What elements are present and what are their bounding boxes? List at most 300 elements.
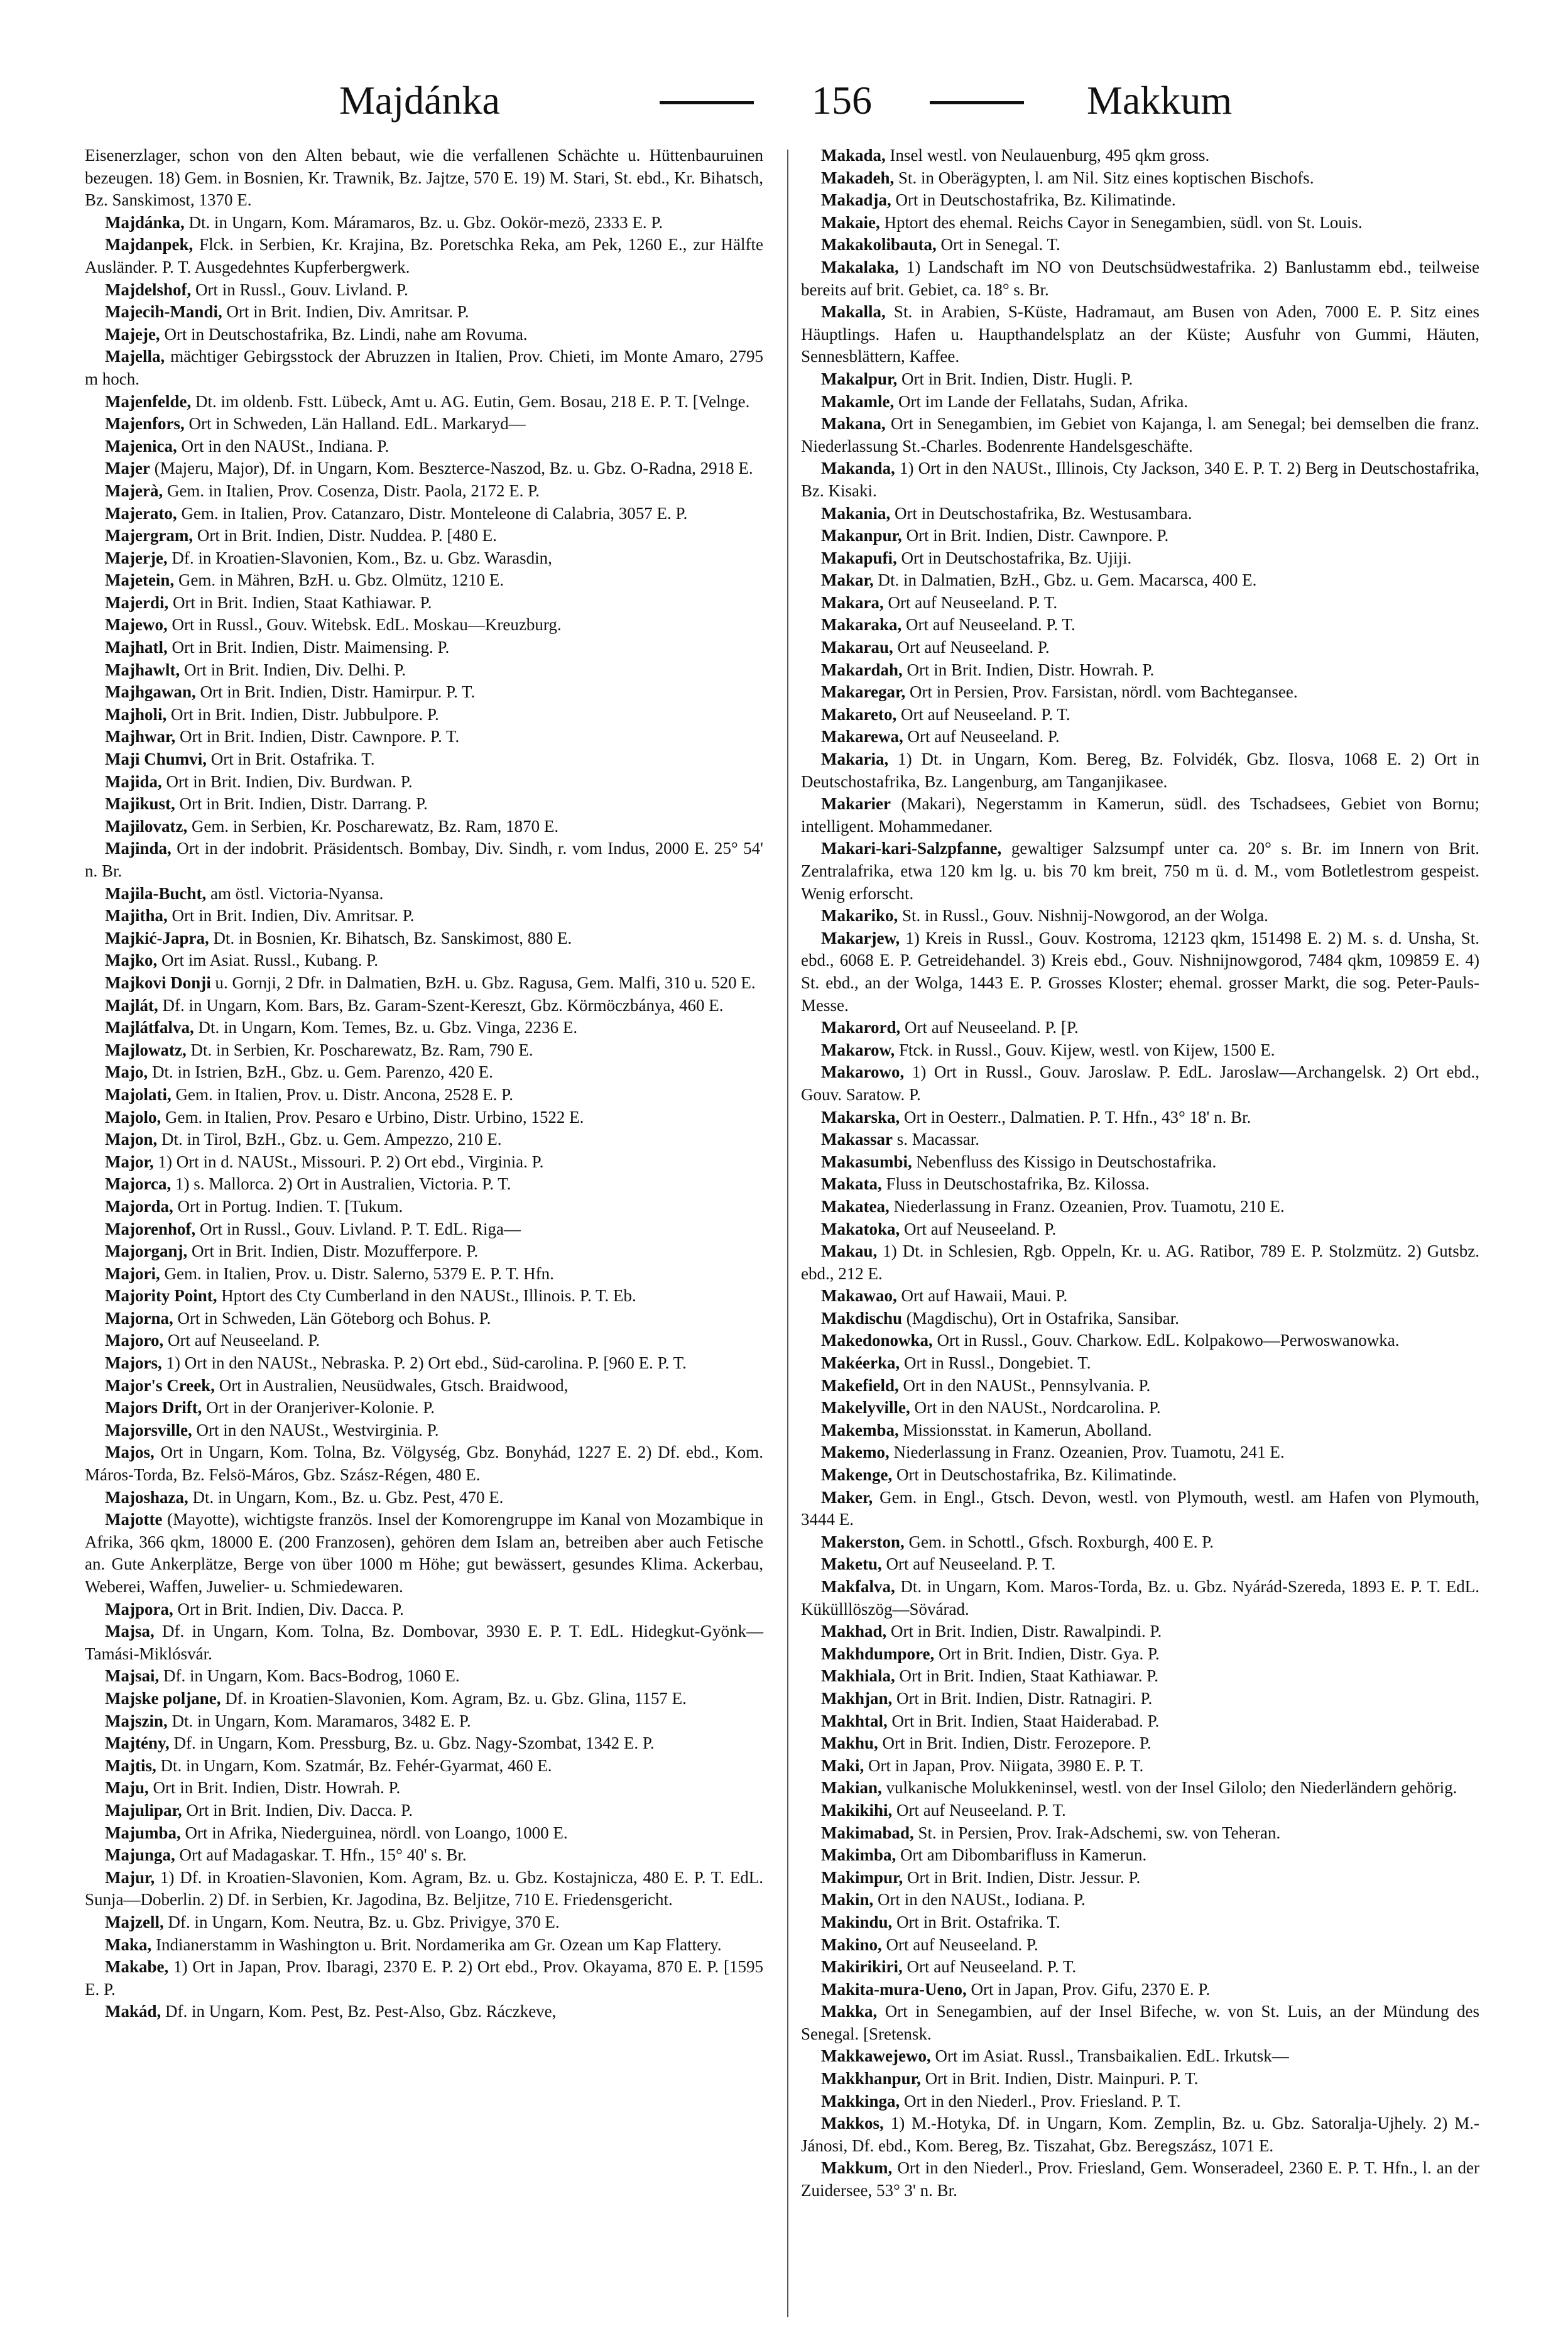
right-column	[801, 145, 1479, 2202]
dictionary-entry	[801, 1889, 1479, 1911]
entry-headword: Major,	[105, 1152, 154, 1171]
entry-text: (Makari), Negerstamm in Kamerun, südl. des Tschadsees, Gebiet von Bornu; intelligent. Mohammedaner.	[801, 794, 1479, 836]
entry-headword: Majske poljane,	[105, 1688, 221, 1708]
entry-headword: Makarska,	[821, 1107, 900, 1127]
dictionary-entry	[801, 838, 1479, 905]
dictionary-entry	[801, 2001, 1479, 2045]
entry-text: 1) Dt. in Schlesien, Rgb. Oppeln, Kr. u. AG. Ratibor, 789 E. P. Stolzmütz. 2) Gutsbz. ebd., 212 E.	[801, 1242, 1479, 1283]
entry-headword: Majko,	[105, 951, 158, 970]
entry-headword: Makanpur,	[821, 526, 902, 545]
entry-headword: Majitha,	[105, 906, 168, 926]
dictionary-entry	[801, 905, 1479, 927]
dictionary-entry	[801, 1844, 1479, 1867]
entry-text: am östl. Victoria-Nyansa.	[210, 883, 384, 903]
entry-headword: Majoro,	[105, 1331, 164, 1350]
entry-headword: Majur,	[105, 1867, 155, 1887]
dictionary-entry	[85, 503, 763, 525]
dictionary-entry	[801, 1576, 1479, 1620]
entry-text: 1) Ort in den NAUSt., Nebraska. P. 2) Ort ebd., Süd-carolina. P. [960 E. P. T.	[166, 1353, 687, 1373]
entry-text: Ort in Japan, Prov. Gifu, 2370 E. P.	[971, 1979, 1211, 1999]
entry-text: Ort in Senegal. T.	[940, 235, 1060, 254]
entry-text: Ort in Brit. Indien, Staat Kathiawar. P.	[899, 1666, 1158, 1686]
entry-headword: Makara,	[821, 593, 884, 612]
entry-text: Ort auf Neuseeland. P.	[904, 1219, 1057, 1238]
dictionary-entry	[801, 1017, 1479, 1039]
header-dash-left	[660, 101, 754, 104]
dictionary-entry	[801, 1487, 1479, 1531]
entry-headword: Majecih-Mandi,	[105, 302, 222, 322]
entry-headword: Makaregar,	[821, 682, 906, 702]
entry-text: 1) Ort in d. NAUSt., Missouri. P. 2) Ort ebd., Virginia. P.	[158, 1152, 544, 1171]
entry-headword: Makkinga,	[821, 2091, 900, 2111]
entry-text: Ort in Brit. Indien, Div. Dacca. P.	[186, 1800, 413, 1820]
entry-text: gewaltiger Salzsumpf unter ca. 20° s. Br. im Innern von Brit. Zentralafrika, etwa 120 km lg. u. bis 70 km breit, 750 m ü. d. M., vom Botletlestrom gespeist. Wenig erforscht.	[801, 839, 1480, 903]
entry-text: 1) Df. in Kroatien-Slavonien, Kom. Agram, Bz. u. Gbz. Kostajnicza, 480 E. P. T. EdL. Sunja—Doberlin. 2) Df. in Serbien, Kr. Jagodina, Bz. Beljitze, 710 E. Friedensgericht.	[85, 1867, 763, 1909]
dictionary-entry	[85, 1665, 763, 1688]
dictionary-entry	[85, 569, 763, 592]
entry-headword: Makád,	[105, 2002, 161, 2021]
page-header	[94, 66, 1476, 135]
entry-text: Ort in den Niederl., Prov. Friesland. P. T.	[904, 2091, 1181, 2111]
entry-text: Ort auf Hawaii, Maui. P.	[901, 1286, 1068, 1306]
entry-text: Df. in Ungarn, Kom. Pressburg, Bz. u. Gbz. Nagy-Szombat, 1342 E. P.	[173, 1734, 655, 1753]
entry-text: Insel westl. von Neulauenburg, 495 qkm gross.	[890, 146, 1210, 165]
entry-headword: Makefield,	[821, 1375, 899, 1395]
entry-headword: Majikust,	[105, 794, 175, 814]
dictionary-entry	[85, 592, 763, 614]
dictionary-entry	[85, 681, 763, 704]
entry-text: Ort auf Neuseeland. P.	[886, 1935, 1038, 1954]
entry-text: Df. in Ungarn, Kom. Neutra, Bz. u. Gbz. Privigye, 370 E.	[168, 1912, 560, 1931]
entry-headword: Majulipar,	[105, 1800, 182, 1820]
entry-text: St. in Arabien, S-Küste, Hadramaut, am Busen von Aden, 7000 E. P. Sitz eines Häuptlings. Hafen u. Haupthandelsplatz an der Küste; Ausfuhr von Gummi, Häuten, Sennesblättern, Kaffee.	[801, 302, 1480, 366]
dictionary-entry	[801, 1061, 1479, 1106]
entry-headword: Majos,	[105, 1443, 155, 1462]
entry-text: 1) s. Mallorca. 2) Ort in Australien, Victoria. P. T.	[175, 1174, 511, 1194]
dictionary-entry	[85, 1487, 763, 1509]
entry-headword: Maka,	[105, 1935, 152, 1954]
entry-headword: Makin,	[821, 1890, 874, 1909]
entry-headword: Majorna,	[105, 1308, 173, 1328]
entry-headword: Makikihi,	[821, 1800, 893, 1820]
entry-headword: Makakolibauta,	[821, 235, 937, 254]
entry-text: Ort in Brit. Indien, Distr. Gya. P.	[939, 1644, 1160, 1663]
dictionary-entry	[85, 793, 763, 816]
entry-text: Niederlassung in Franz. Ozeanien, Prov. Tuamotu, 210 E.	[893, 1196, 1285, 1216]
entry-headword: Majer	[105, 459, 150, 478]
dictionary-entry	[801, 1956, 1479, 1979]
dictionary-entry	[801, 413, 1479, 457]
dictionary-entry	[801, 256, 1479, 301]
dictionary-entry	[801, 1464, 1479, 1487]
entry-headword: Makarow,	[821, 1040, 895, 1059]
dictionary-entry	[801, 1620, 1479, 1643]
dictionary-entry	[85, 1441, 763, 1486]
dictionary-entry	[85, 1017, 763, 1039]
entry-headword: Majtény,	[105, 1734, 170, 1753]
entry-text: St. in Persien, Prov. Irak-Adschemi, sw. von Teheran.	[918, 1823, 1281, 1842]
entry-text: Ort auf Neuseeland. P. T.	[906, 615, 1075, 635]
entry-text: Ort in Brit. Indien, Div. Dacca. P.	[177, 1599, 404, 1619]
entry-text: Flck. in Serbien, Kr. Krajina, Bz. Poretschka Reka, am Pek, 1260 E., zur Hälfte Ausländer. P. T. Ausgedehntes Kupferbergwerk.	[85, 235, 764, 276]
dictionary-entry	[801, 1688, 1479, 1710]
entry-headword: Majorganj,	[105, 1242, 188, 1261]
dictionary-entry	[85, 1196, 763, 1218]
dictionary-entry	[801, 1106, 1479, 1129]
entry-text: Ort in Afrika, Niederguinea, nördl. von Loango, 1000 E.	[185, 1823, 568, 1842]
entry-text: Gem. in Italien, Prov. Pesaro e Urbino, Distr. Urbino, 1522 E.	[165, 1107, 584, 1127]
entry-headword: Majenica,	[105, 436, 177, 456]
entry-headword: Maker,	[821, 1487, 873, 1507]
running-head-right: Makkum	[1087, 78, 1233, 123]
entry-text: Ort in Russl., Gouv. Charkow. EdL. Kolpakowo—Perwoswanowka.	[937, 1331, 1400, 1350]
entry-headword: Makelyville,	[821, 1398, 910, 1417]
entry-text: Ort in Portug. Indien. T. [Tukum.	[177, 1196, 403, 1216]
entry-text: Ort auf Neuseeland. P.	[907, 727, 1060, 746]
entry-text: Ort in den NAUSt., Iodiana. P.	[878, 1890, 1086, 1909]
entry-text: Ort in Brit. Indien, Distr. Cawnpore. P. T.	[180, 727, 460, 746]
entry-text: Ort in den NAUSt., Nordcarolina. P.	[914, 1398, 1161, 1417]
entry-text: Ort in Brit. Indien, Distr. Darrang. P.	[179, 794, 428, 814]
entry-headword: Makania,	[821, 503, 891, 523]
dictionary-entry	[85, 1844, 763, 1867]
entry-headword: Makatea,	[821, 1196, 890, 1216]
entry-headword: Majlát,	[105, 995, 158, 1015]
dictionary-entry	[85, 1084, 763, 1106]
entry-headword: Majors Drift,	[105, 1398, 202, 1417]
entry-text: mächtiger Gebirgsstock der Abruzzen in Italien, Prov. Chieti, im Monte Amaro, 2795 m hoch.	[85, 347, 764, 388]
dictionary-entry	[801, 1531, 1479, 1554]
dictionary-entry	[801, 681, 1479, 704]
entry-text: (Mayotte), wichtigste französ. Insel der Komorengruppe im Kanal von Mozambique in Afrika, 366 qkm, 18000 E. (200 Franzosen), gehören dem Islam an, betreiben aber auch Fetische an. Gute Ankerplätze, Berge von über 1000 m Höhe; gut bewässert, gesundes Klima. Ackerbau, Weberei, Waffen, Juwelier- u. Schmiedewaren.	[85, 1510, 763, 1596]
entry-text: Ort in Brit. Indien, Distr. Mainpuri. P. T.	[925, 2069, 1199, 2089]
entry-headword: Makaie,	[821, 212, 880, 232]
dictionary-entry	[85, 234, 763, 278]
dictionary-entry	[85, 838, 763, 882]
entry-headword: Majkovi Donji	[105, 973, 211, 992]
entry-text: vulkanische Molukkeninsel, westl. von der Insel Gilolo; den Niederländern gehörig.	[886, 1778, 1457, 1798]
dictionary-entry	[85, 1777, 763, 1800]
entry-headword: Majsa,	[105, 1622, 155, 1641]
entry-headword: Majdanpek,	[105, 235, 193, 254]
entry-headword: Makkhanpur,	[821, 2069, 921, 2089]
dictionary-entry	[85, 1061, 763, 1084]
entry-headword: Makimabad,	[821, 1823, 914, 1842]
entry-headword: Majsai,	[105, 1666, 160, 1686]
entry-headword: Makalaka,	[821, 257, 899, 276]
entry-text: 1) Ort in Russl., Gouv. Jaroslaw. P. EdL. Jaroslaw—Archangelsk. 2) Ort ebd., Gouv. Saratow. P.	[801, 1062, 1480, 1104]
entry-headword: Makhtal,	[821, 1711, 888, 1730]
entry-text: (Magdischu), Ort in Ostafrika, Sansibar.	[906, 1308, 1179, 1328]
dictionary-entry	[85, 949, 763, 972]
entry-text: Ort in den NAUSt., Indiana. P.	[181, 436, 389, 456]
dictionary-entry	[801, 1777, 1479, 1800]
dictionary-entry	[801, 1330, 1479, 1352]
entry-headword: Makhad,	[821, 1622, 887, 1641]
entry-headword: Maki,	[821, 1756, 864, 1775]
entry-text: Ort auf Neuseeland. P. [P.	[905, 1018, 1079, 1037]
entry-text: Ort in Brit. Indien, Distr. Jubbulpore. P.	[171, 704, 439, 724]
entry-headword: Majerje,	[105, 548, 168, 567]
entry-text: Ort in Brit. Indien, Staat Haiderabad. P.	[891, 1711, 1160, 1730]
entry-text: Indianerstamm in Washington u. Brit. Nordamerika am Gr. Ozean um Kap Flattery.	[156, 1935, 722, 1954]
entry-text: Ort in Brit. Indien, Distr. Maimensing. P.	[172, 638, 450, 657]
dictionary-entry	[85, 659, 763, 682]
entry-headword: Majon,	[105, 1130, 158, 1149]
entry-headword: Majila-Bucht,	[105, 883, 207, 903]
entry-headword: Makariko,	[821, 906, 898, 926]
dictionary-entry	[801, 1979, 1479, 2001]
entry-text: Ort in Schweden, Län Göteborg och Bohus. P.	[177, 1308, 491, 1328]
dictionary-entry	[801, 1822, 1479, 1845]
dictionary-entry	[85, 1755, 763, 1778]
entry-text: Ort in Russl., Gouv. Witebsk. EdL. Moskau—Kreuzburg.	[172, 615, 562, 635]
entry-text: Ort in Oesterr., Dalmatien. P. T. Hfn., 43° 18' n. Br.	[904, 1107, 1251, 1127]
dictionary-entry	[801, 614, 1479, 636]
dictionary-entry	[801, 1419, 1479, 1442]
entry-text: Ort in Ungarn, Kom. Tolna, Bz. Völgység, Gbz. Bonyhád, 1227 E. 2) Df. ebd., Kom. Máros-Torda, Bz. Felsö-Máros, Gbz. Szász-Régen, 480 E.	[85, 1443, 764, 1485]
entry-headword: Major's Creek,	[105, 1375, 215, 1395]
dictionary-entry	[801, 1240, 1479, 1285]
entry-headword: Makarier	[821, 794, 891, 814]
left-column	[85, 145, 763, 2023]
entry-text: Ort in Schweden, Län Halland. EdL. Markaryd—	[188, 414, 526, 434]
dictionary-entry	[85, 1822, 763, 1845]
dictionary-entry	[85, 1285, 763, 1308]
entry-headword: Makkum,	[821, 2158, 893, 2178]
entry-text: Gem. in Italien, Prov. u. Distr. Salerno, 5379 E. P. T. Hfn.	[164, 1264, 554, 1283]
dictionary-entry	[85, 972, 763, 995]
entry-headword: Makkos,	[821, 2114, 884, 2133]
dictionary-entry	[801, 1755, 1479, 1778]
entry-headword: Makimpur,	[821, 1867, 903, 1887]
dictionary-entry	[801, 659, 1479, 682]
entry-headword: Majori,	[105, 1264, 160, 1283]
dictionary-entry	[85, 927, 763, 950]
dictionary-entry	[801, 927, 1479, 1017]
dictionary-entry	[85, 1240, 763, 1263]
entry-text: Ort in Brit. Indien, Distr. Howrah. P.	[906, 660, 1155, 679]
dictionary-entry	[801, 1039, 1479, 1062]
dictionary-entry	[801, 1128, 1479, 1151]
entry-headword: Makau,	[821, 1242, 878, 1261]
entry-text: Ort in Brit. Indien, Distr. Nuddea. P. [480 E.	[197, 526, 497, 545]
dictionary-entry	[801, 301, 1479, 368]
entry-headword: Makada,	[821, 146, 886, 165]
dictionary-entry	[85, 1867, 763, 1911]
entry-headword: Makkawejewo,	[821, 2046, 931, 2066]
entry-headword: Majority Point,	[105, 1286, 217, 1306]
entry-text: Ort im Asiat. Russl., Kubang. P.	[161, 951, 379, 970]
entry-text: Ort auf Neuseeland. P.	[167, 1331, 320, 1350]
dictionary-entry	[85, 905, 763, 927]
entry-headword: Makari-kari-Salzpfanne,	[821, 839, 1002, 858]
dictionary-entry	[801, 503, 1479, 525]
entry-text: Dt. in Ungarn, Kom. Szatmár, Bz. Fehér-Gyarmat, 460 E.	[160, 1756, 552, 1775]
dictionary-entry	[801, 234, 1479, 256]
entry-text: Gem. in Italien, Prov. u. Distr. Ancona, 2528 E. P.	[175, 1084, 513, 1104]
entry-headword: Majorsville,	[105, 1420, 192, 1439]
entry-headword: Majetein,	[105, 571, 175, 590]
entry-headword: Majdelshof,	[105, 280, 192, 299]
dictionary-entry	[85, 1598, 763, 1621]
dictionary-entry	[85, 726, 763, 748]
entry-text: Dt. in Ungarn, Kom. Máramaros, Bz. u. Gbz. Ookör-mezö, 2333 E. P.	[188, 212, 663, 232]
entry-text: Ort im Asiat. Russl., Transbaikalien. EdL. Irkutsk—	[935, 2046, 1289, 2066]
dictionary-entry	[85, 324, 763, 346]
entry-headword: Makhu,	[821, 1734, 878, 1753]
dictionary-entry	[801, 1151, 1479, 1174]
dictionary-entry	[85, 2001, 763, 2023]
entry-text: Gem. in Serbien, Kr. Poscharewatz, Bz. Ram, 1870 E.	[191, 816, 559, 836]
entry-headword: Majella,	[105, 347, 165, 366]
entry-text: Df. in Kroatien-Slavonien, Kom., Bz. u. Gbz. Warasdin,	[172, 548, 552, 567]
entry-headword: Makhjan,	[821, 1688, 893, 1708]
dictionary-entry	[85, 1263, 763, 1286]
dictionary-entry	[85, 1710, 763, 1733]
dictionary-entry	[801, 1308, 1479, 1330]
dictionary-entry	[85, 704, 763, 726]
entry-headword: Makawao,	[821, 1286, 897, 1306]
dictionary-entry	[85, 1218, 763, 1241]
entry-text: Ort in Deutschostafrika, Bz. Ujiji.	[901, 548, 1132, 567]
dictionary-entry	[801, 391, 1479, 413]
dictionary-entry	[85, 636, 763, 659]
entry-text: Df. in Ungarn, Kom. Tolna, Bz. Dombovar, 3930 E. P. T. EdL. Hidegkut-Gyönk—Tamási-Miklósvár.	[85, 1622, 764, 1663]
entry-headword: Makemba,	[821, 1420, 899, 1439]
entry-headword: Majunga,	[105, 1845, 175, 1865]
entry-text: Ort in Brit. Indien, Div. Delhi. P.	[183, 660, 406, 679]
entry-text: Ort in Brit. Indien, Distr. Rawalpindi. P.	[891, 1622, 1162, 1641]
entry-headword: Majerà,	[105, 481, 163, 500]
entry-headword: Majholi,	[105, 704, 167, 724]
entry-headword: Majhatl,	[105, 638, 168, 657]
entry-headword: Maju,	[105, 1778, 149, 1798]
dictionary-entry	[801, 2068, 1479, 2090]
entry-text: 1) M.-Hotyka, Df. in Ungarn, Kom. Zemplin, Bz. u. Gbz. Satoralja-Ujhely. 2) M.-Jánosi, Df. ebd., Kom. Bereg, Bz. Tiszahat, Gbz. Beregszász, 1071 E.	[801, 2114, 1479, 2155]
entry-headword: Makindu,	[821, 1912, 893, 1931]
entry-text: Ort in den NAUSt., Pennsylvania. P.	[903, 1375, 1151, 1395]
entry-headword: Makéerka,	[821, 1353, 900, 1373]
entry-text: Missionsstat. in Kamerun, Abolland.	[903, 1420, 1152, 1439]
entry-text: Ort in Brit. Indien, Distr. Ferozepore. P.	[882, 1734, 1152, 1753]
entry-text: Ort in Brit. Ostafrika. T.	[210, 750, 375, 769]
dictionary-entry	[801, 1397, 1479, 1419]
dictionary-entry	[801, 704, 1479, 726]
entry-text: Df. in Ungarn, Kom. Bars, Bz. Garam-Szent-Kereszt, Gbz. Körmöczbánya, 460 E.	[162, 995, 724, 1015]
dictionary-entry	[85, 1173, 763, 1196]
dictionary-entry	[801, 592, 1479, 614]
dictionary-entry	[85, 1352, 763, 1375]
entry-headword: Majinda,	[105, 839, 172, 858]
entry-headword: Majo,	[105, 1062, 148, 1082]
entry-text: Ftck. in Russl., Gouv. Kijew, westl. von Kijew, 1500 E.	[899, 1040, 1275, 1059]
entry-headword: Majewo,	[105, 615, 168, 635]
dictionary-entry	[801, 1934, 1479, 1957]
dictionary-entry	[801, 636, 1479, 659]
dictionary-entry	[801, 368, 1479, 391]
running-head-left: Majdánka	[339, 78, 500, 123]
entry-text: Ort auf Neuseeland. P. T.	[888, 593, 1058, 612]
dictionary-entry	[85, 301, 763, 324]
entry-text: Ort in Russl., Gouv. Livland. P.	[195, 280, 408, 299]
dictionary-entry	[801, 569, 1479, 592]
entry-text: s. Macassar.	[896, 1130, 979, 1149]
entry-headword: Makalla,	[821, 302, 886, 322]
entry-text: Ort auf Neuseeland. P.	[897, 638, 1050, 657]
entry-text: Gem. in Engl., Gtsch. Devon, westl. von Plymouth, westl. am Hafen von Plymouth, 3444 E.	[801, 1487, 1479, 1529]
entry-text: Ort auf Neuseeland. P. T.	[896, 1800, 1066, 1820]
dictionary-entry	[85, 1106, 763, 1129]
entry-text: Dt. in Bosnien, Kr. Bihatsch, Bz. Sanskimost, 880 E.	[213, 928, 572, 948]
dictionary-entry	[85, 748, 763, 771]
entry-headword: Makadja,	[821, 190, 891, 210]
dictionary-entry	[801, 167, 1479, 190]
entry-text: Fluss in Deutschostafrika, Bz. Kilossa.	[886, 1174, 1150, 1194]
entry-text: Df. in Ungarn, Kom. Bacs-Bodrog, 1060 E.	[163, 1666, 460, 1686]
dictionary-entry	[801, 1800, 1479, 1822]
entry-headword: Majenfelde,	[105, 391, 192, 411]
dictionary-entry	[801, 748, 1479, 793]
dictionary-entry	[801, 1375, 1479, 1397]
dictionary-entry	[85, 1397, 763, 1419]
entry-headword: Makita-mura-Ueno,	[821, 1979, 967, 1999]
entry-text: Dt. in Ungarn, Kom. Maramaros, 3482 E. P.	[172, 1711, 471, 1730]
dictionary-entry	[85, 1151, 763, 1174]
entry-headword: Makenge,	[821, 1465, 893, 1485]
entry-text: Ort in Persien, Prov. Farsistan, nördl. vom Bachtegansee.	[910, 682, 1298, 702]
dictionary-entry	[801, 1643, 1479, 1666]
dictionary-entry	[801, 1352, 1479, 1375]
dictionary-entry	[85, 1800, 763, 1822]
entry-headword: Makaria,	[821, 750, 889, 769]
entry-text: u. Gornji, 2 Dfr. in Dalmatien, BzH. u. Gbz. Ragusa, Gem. Malfi, 310 u. 520 E.	[215, 973, 756, 992]
entry-headword: Makka,	[821, 2002, 878, 2021]
entry-headword: Makalpur,	[821, 369, 898, 388]
entry-text: Ort auf Madagaskar. T. Hfn., 15° 40' s. Br.	[179, 1845, 467, 1865]
entry-text: Ort in Japan, Prov. Niigata, 3980 E. P. T.	[868, 1756, 1144, 1775]
entry-headword: Majlowatz,	[105, 1040, 187, 1059]
entry-text: Ort auf Neuseeland. P. T.	[886, 1554, 1056, 1574]
entry-headword: Majotte	[105, 1510, 163, 1529]
dictionary-entry	[85, 1308, 763, 1330]
entry-text: Ort in Brit. Indien, Distr. Mozufferpore. P.	[191, 1242, 479, 1261]
dictionary-entry	[801, 1173, 1479, 1196]
dictionary-entry	[801, 1710, 1479, 1733]
entry-text: Ort in der indobrit. Präsidentsch. Bombay, Div. Sindh, r. vom Indus, 2000 E. 25° 54' n. Br.	[85, 839, 763, 880]
entry-text: Gem. in Schottl., Gfsch. Roxburgh, 400 E. P.	[908, 1532, 1214, 1551]
dictionary-entry	[85, 1911, 763, 1934]
entry-headword: Majhwar,	[105, 727, 176, 746]
entry-text: Ort in Brit. Indien, Distr. Ratnagiri. P.	[896, 1688, 1153, 1708]
entry-text: Ort in Brit. Ostafrika. T.	[896, 1912, 1060, 1931]
dictionary-entry	[85, 346, 763, 390]
entry-headword: Makabe,	[105, 1957, 169, 1977]
dictionary-entry	[801, 1196, 1479, 1218]
dictionary-entry	[801, 145, 1479, 167]
entry-headword: Majtis,	[105, 1756, 156, 1775]
entry-headword: Majzell,	[105, 1912, 164, 1931]
dictionary-entry	[85, 1128, 763, 1151]
entry-headword: Majszin,	[105, 1711, 168, 1730]
entry-text: 1) Kreis in Russl., Gouv. Kostroma, 12123 qkm, 151498 E. 2) M. s. d. Unsha, St. ebd., 6068 E. P. Getreidehandel. 3) Kreis ebd., Gouv. Nishnijnowgorod, 7484 qkm, 109859 E. 4) St. ebd., an der Wolga, 1443 E. P. Grosses Kloster; ehemal. grosser Markt, die sog. Peter-Pauls-Messe.	[801, 928, 1479, 1015]
entry-text: Ort in Brit. Indien, Distr. Howrah. P.	[153, 1778, 401, 1798]
entry-text: Ort in Deutschostafrika, Bz. Westusambara.	[895, 503, 1192, 523]
entry-headword: Makino,	[821, 1935, 882, 1954]
dictionary-entry	[85, 413, 763, 435]
entry-text: Ort in Brit. Indien, Distr. Cawnpore. P.	[906, 526, 1169, 545]
dictionary-entry	[85, 525, 763, 547]
